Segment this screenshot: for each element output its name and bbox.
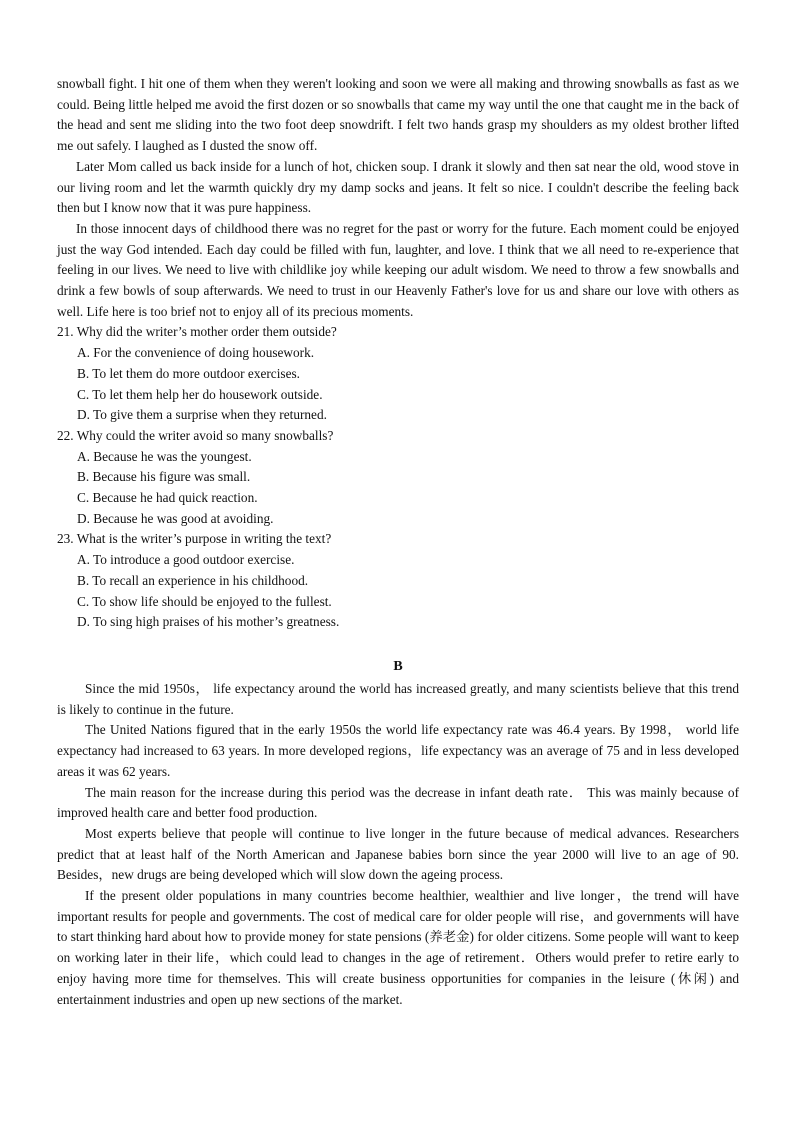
question-21	[57, 322, 739, 426]
passage-a-paragraph-1: snowball fight. I hit one of them when they weren't looking and soon we were all making and throwing snowballs as fast as we could. Being little helped me avoid the first dozen or so snowballs that came my way until the one that caught me in the back of the head and sent me sliding into the two foot deep snowdrift. I felt two hands grasp my shoulders as my oldest brother lifted me out safely. I laughed as I dusted the snow off.	[57, 76, 739, 154]
option-a: A. Because he was the youngest.	[77, 448, 252, 464]
section-spacer	[57, 633, 739, 643]
passage-a-paragraph-2: Later Mom called us back inside for a lunch of hot, chicken soup. I drank it slowly and then sat near the old, wood stove in our living room and let the warmth quickly dry my damp socks and jeans. It felt so nice. I couldn't describe the feeling back then but I know now that it was pure happiness.	[57, 158, 739, 216]
question-stem: 22. Why could the writer avoid so many snowballs?	[57, 427, 334, 443]
option-a: A. For the convenience of doing housework.	[77, 345, 315, 361]
option-b: B. Because his figure was small.	[77, 469, 251, 485]
passage-b-paragraph-4: Most experts believe that people will continue to live longer in the future because of medical advances. Researchers predict that at least half of the North American and Japanese babies born since the year 2000 will live to an age of 90. Besides，new drugs are being developed which will slow down the ageing process.	[57, 825, 739, 883]
question-stem: 23. What is the writer’s purpose in writing the text?	[57, 531, 332, 547]
option-c: C. To show life should be enjoyed to the fullest.	[77, 593, 332, 609]
question-22	[57, 426, 739, 530]
option-a: A. To introduce a good outdoor exercise.	[77, 552, 295, 568]
exam-page	[57, 74, 739, 1010]
passage-b	[57, 655, 739, 1010]
question-23	[57, 529, 739, 633]
option-d: D. Because he was good at avoiding.	[77, 510, 274, 526]
option-b: B. To let them do more outdoor exercises.	[77, 365, 300, 381]
passage-a	[57, 74, 739, 322]
option-d: D. To give them a surprise when they returned.	[77, 407, 327, 423]
passage-a-paragraph-3: In those innocent days of childhood there was no regret for the past or worry for the future. Each moment could be enjoyed just the way God intended. Each day could be filled with fun, laughter, and love. I think that we all need to re-experience that feeling in our lives. We need to live with childlike joy while keeping our adult wisdom. We need to throw a few snowballs and drink a few bowls of soup afterwards. We need to trust in our Heavenly Father's love for us and share our love with others as well. Life here is too brief not to enjoy all of its precious moments.	[57, 220, 739, 319]
section-title: B	[393, 658, 403, 674]
option-c: C. To let them help her do housework outside.	[77, 386, 323, 402]
option-d: D. To sing high praises of his mother’s greatness.	[77, 614, 340, 630]
passage-b-paragraph-3: The main reason for the increase during this period was the decrease in infant death rate． This was mainly because of improved health care and better food production.	[57, 784, 739, 821]
passage-b-paragraph-5: If the present older populations in many countries become healthier, wealthier and live longer，the trend will have important results for people and governments. The cost of medical care for older people will rise，and governments will have to start thinking hard about how to provide money for state pensions (养老金) for older citizens. Some people will want to keep on working later in their life，which could lead to changes in the age of retirement．Others would prefer to retire early to enjoy having more time for themselves. This will create business opportunities for companies in the leisure (休闲) and entertainment industries and open up new sections of the market.	[57, 888, 739, 1007]
option-c: C. Because he had quick reaction.	[77, 490, 258, 506]
passage-b-paragraph-2: The United Nations figured that in the early 1950s the world life expectancy rate was 46.4 years. By 1998， world life expectancy had increased to 63 years. In more developed regions，life expectancy was an average of 75 and in less developed areas it was 62 years.	[57, 722, 739, 779]
passage-b-paragraph-1: Since the mid 1950s， life expectancy around the world has increased greatly, and many scientists believe that this trend is likely to continue in the future.	[57, 680, 739, 717]
question-stem: 21. Why did the writer’s mother order them outside?	[57, 324, 337, 340]
option-b: B. To recall an experience in his childhood.	[77, 572, 309, 588]
